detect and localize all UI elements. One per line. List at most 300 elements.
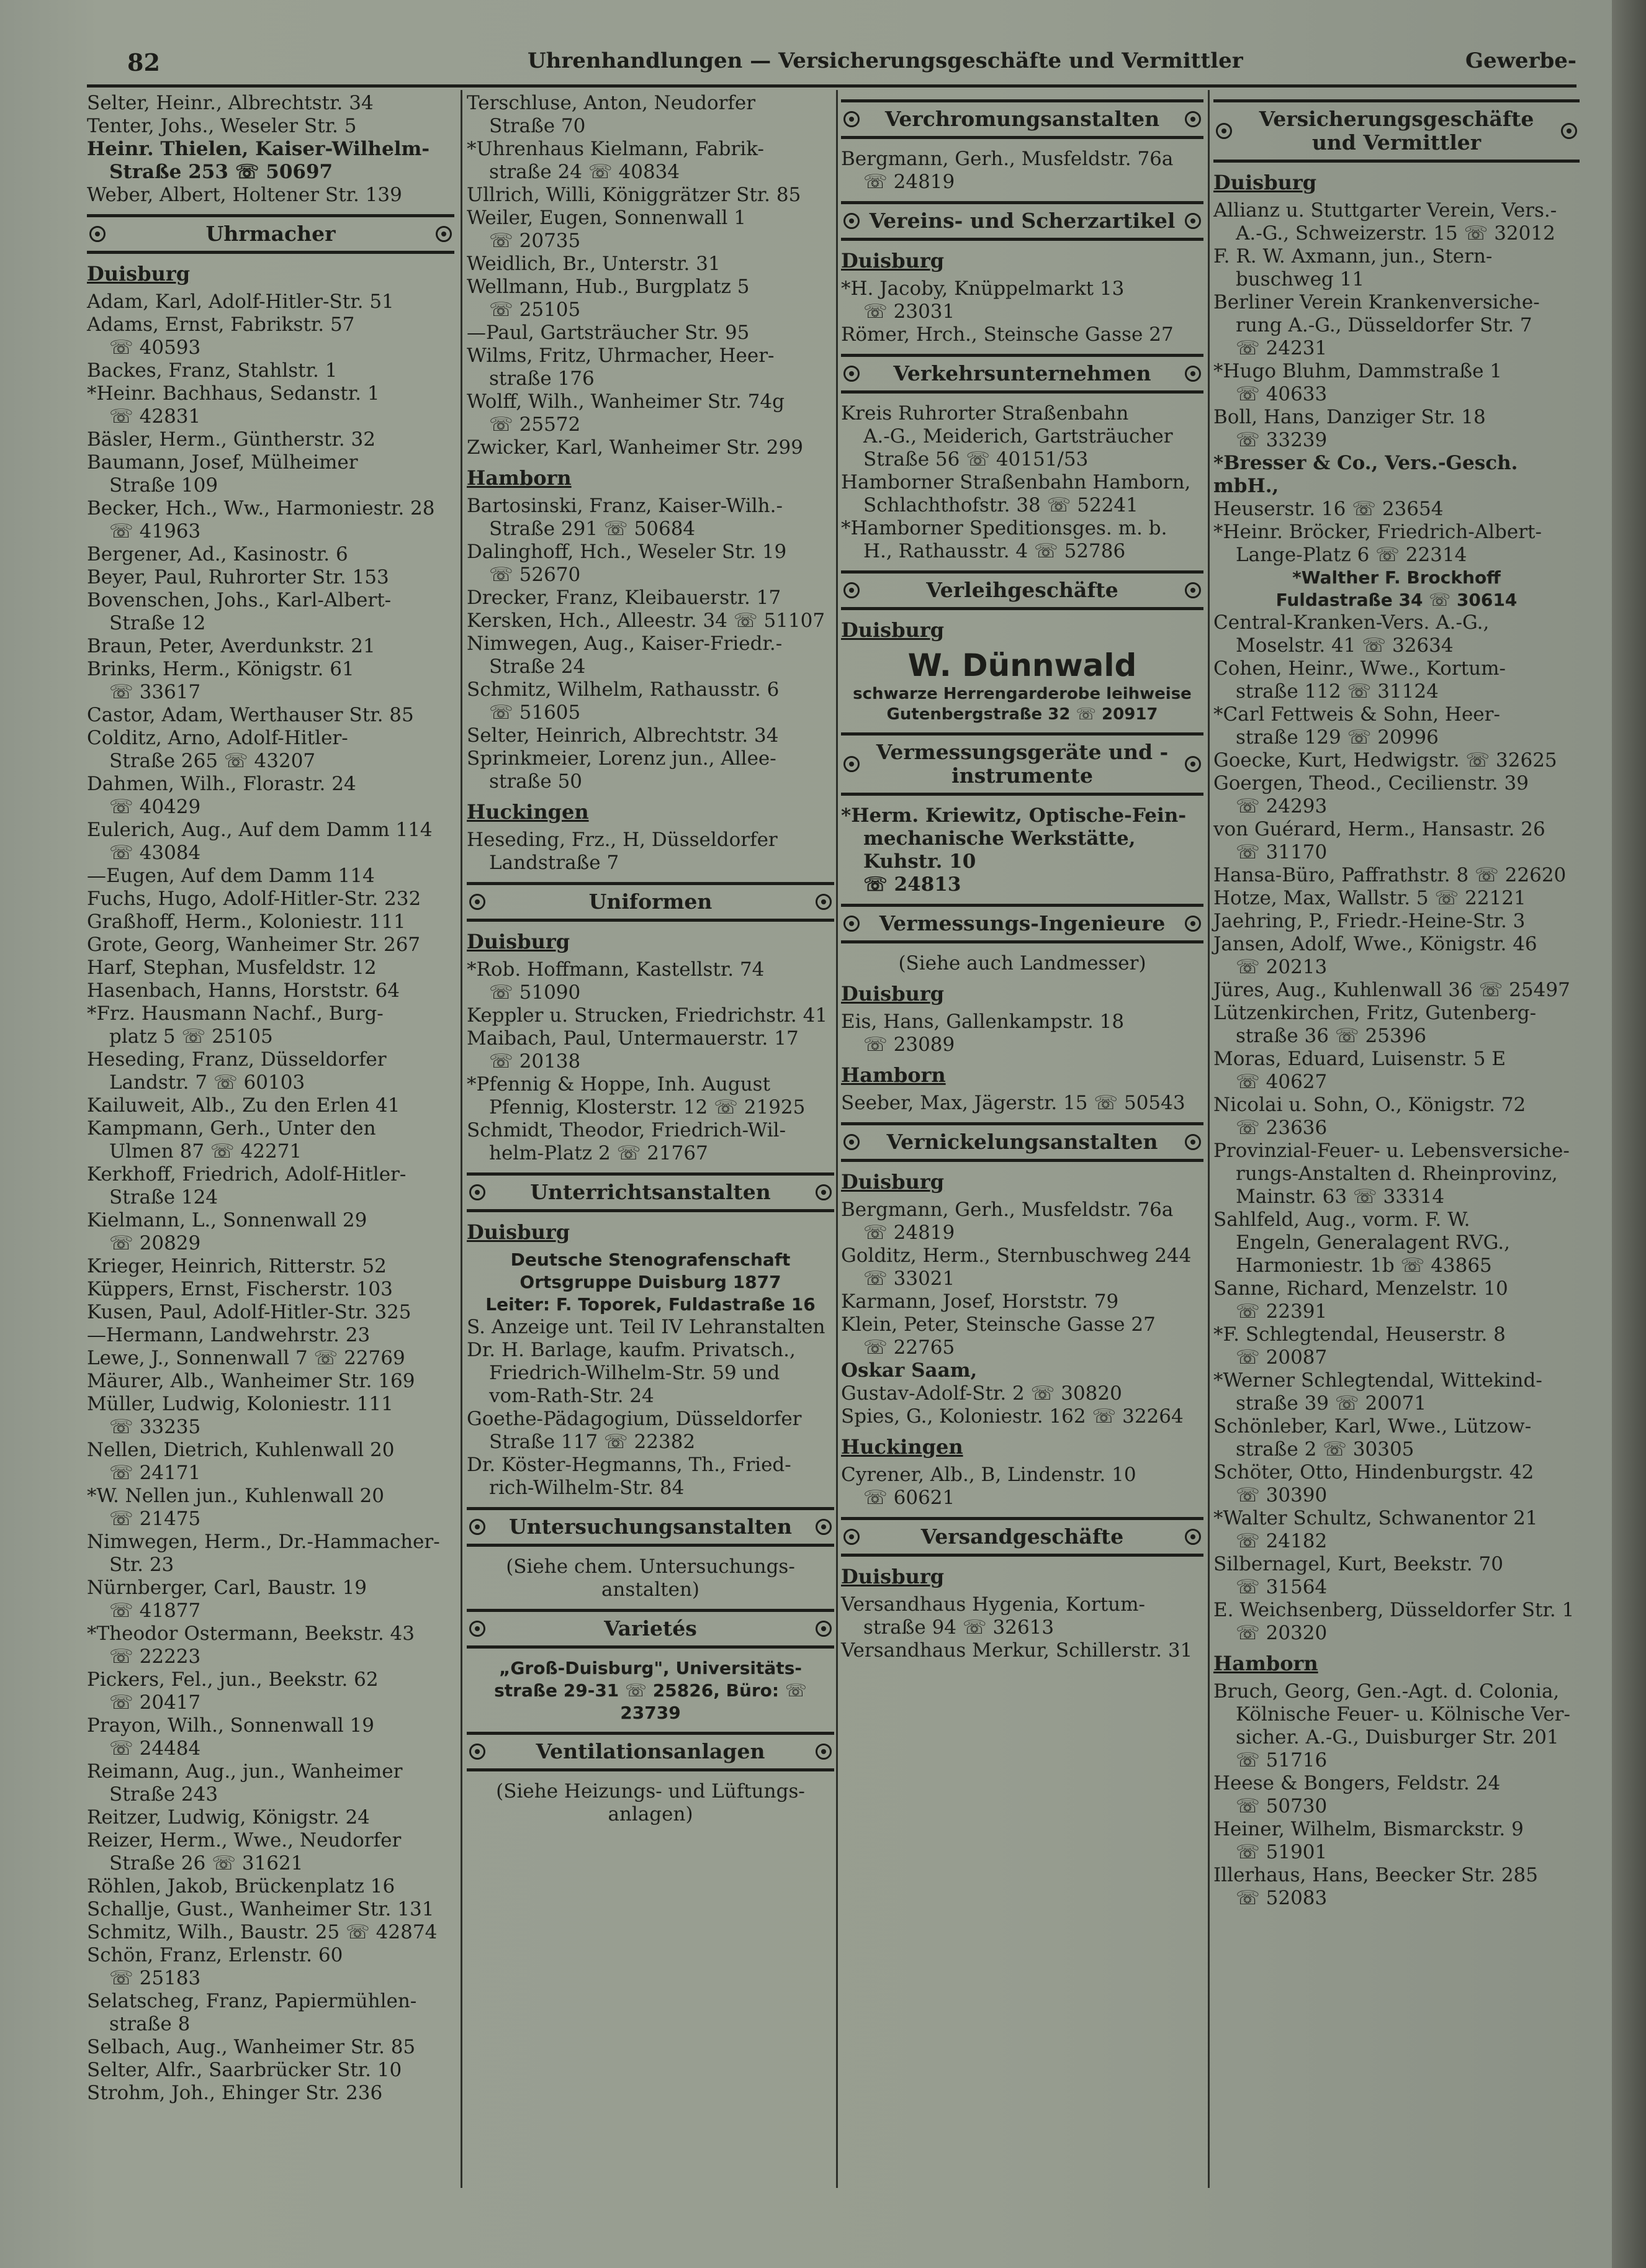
entry-line: Prayon, Wilh., Sonnenwall 19 bbox=[87, 1714, 374, 1737]
entry-line: Heese & Bongers, Feldstr. 24 bbox=[1213, 1772, 1501, 1794]
list-item bbox=[87, 1255, 454, 1278]
city-heading: Hamborn bbox=[1213, 1652, 1318, 1675]
entry-line: Becker, Hch., Ww., Harmoniestr. 28 bbox=[87, 497, 435, 520]
entry-line: straße 176 bbox=[489, 367, 595, 390]
entry-line: Selbach, Aug., Wanheimer Str. 85 bbox=[87, 2036, 416, 2058]
entry-line: *H. Jacoby, Knüppelmarkt 13 bbox=[841, 277, 1125, 300]
list-item bbox=[467, 1119, 834, 1165]
list-item bbox=[841, 952, 1203, 975]
entry-line: Engeln, Generalagent RVG., bbox=[1236, 1231, 1510, 1254]
entry-line: Jüres, Aug., Kuhlenwall 36 ☏ 25497 bbox=[1213, 979, 1570, 1001]
bullet-icon bbox=[816, 1621, 832, 1637]
section-label: Uniformen bbox=[588, 889, 713, 914]
bullet-icon bbox=[1185, 916, 1201, 932]
entry-line: Grote, Georg, Wanheimer Str. 267 bbox=[87, 934, 421, 956]
list-item bbox=[1213, 1415, 1580, 1461]
section-heading bbox=[841, 732, 1203, 796]
entry-line: *Werner Schlegtendal, Wittekind- bbox=[1213, 1369, 1542, 1392]
list-item bbox=[1213, 1553, 1580, 1599]
entry-line: Goergen, Theod., Cecilienstr. 39 bbox=[1213, 772, 1529, 794]
bullet-icon bbox=[1185, 756, 1201, 772]
list-item bbox=[841, 1639, 1203, 1662]
list-item bbox=[1213, 1461, 1580, 1507]
list-item bbox=[841, 471, 1203, 517]
list-item bbox=[467, 1073, 834, 1119]
entry-line: Eulerich, Aug., Auf dem Damm 114 bbox=[87, 819, 433, 841]
column-3 bbox=[841, 92, 1203, 1662]
entry-line: ☏ 40633 bbox=[1236, 383, 1328, 405]
entry-line: Bovenschen, Johs., Karl-Albert- bbox=[87, 589, 392, 611]
section-heading: Gewerbe- bbox=[1465, 48, 1576, 73]
list-item bbox=[1213, 1323, 1580, 1369]
list-item bbox=[87, 1117, 454, 1163]
list-item bbox=[1213, 933, 1580, 979]
city-heading: Hamborn bbox=[841, 1063, 946, 1087]
entry-line: Sahlfeld, Aug., vorm. F. W. bbox=[1213, 1208, 1470, 1231]
list-item bbox=[87, 2059, 454, 2082]
entry-line: Silbernagel, Kurt, Beekstr. 70 bbox=[1213, 1553, 1503, 1575]
section-heading bbox=[841, 1122, 1203, 1162]
entry-line: Wellmann, Hub., Burgplatz 5 bbox=[467, 276, 750, 298]
entry-line: ☏ 25105 bbox=[489, 299, 581, 321]
entry-line: Moras, Eduard, Luisenstr. 5 E bbox=[1213, 1048, 1506, 1070]
entry-line: Backes, Franz, Stahlstr. 1 bbox=[87, 359, 338, 382]
entry-line: ☏ 24819 bbox=[863, 1222, 955, 1244]
entry-line: Kerkhoff, Friedrich, Adolf-Hitler- bbox=[87, 1163, 407, 1186]
section-heading bbox=[1213, 99, 1580, 163]
entry-line: Brinks, Herm., Königstr. 61 bbox=[87, 658, 354, 680]
entry-line: Heiner, Wilhelm, Bismarckstr. 9 bbox=[1213, 1818, 1524, 1840]
list-item bbox=[1213, 245, 1580, 291]
section-label: Vernickelungsanstalten bbox=[886, 1130, 1158, 1154]
entry-line: ☏ 24293 bbox=[1236, 795, 1328, 817]
entry-line: straße 129 ☏ 20996 bbox=[1236, 726, 1439, 749]
entry-line: Schmitz, Wilhelm, Rathausstr. 6 bbox=[467, 678, 780, 701]
entry-line: ☏ 51716 bbox=[1236, 1749, 1328, 1771]
list-item bbox=[87, 1577, 454, 1622]
list-item bbox=[1213, 1208, 1580, 1277]
entry-line: Karmann, Josef, Horststr. 79 bbox=[841, 1290, 1119, 1313]
section-heading bbox=[841, 904, 1203, 943]
bullet-icon bbox=[1185, 366, 1201, 382]
entry-line: Cohen, Heinr., Wwe., Kortum- bbox=[1213, 657, 1506, 680]
entry-line: ☏ 43084 bbox=[109, 842, 201, 864]
list-item bbox=[841, 1405, 1203, 1428]
list-item bbox=[467, 138, 834, 184]
section-label: Uhrmacher bbox=[205, 222, 336, 246]
entry-line: *Walther F. Brockhoff bbox=[1292, 567, 1501, 588]
entry-line: Pfennig, Klosterstr. 12 ☏ 21925 bbox=[489, 1096, 806, 1118]
list-item bbox=[87, 819, 454, 865]
entry-line: ☏ 20087 bbox=[1236, 1346, 1328, 1369]
entry-line: Lange-Platz 6 ☏ 22314 bbox=[1236, 544, 1467, 566]
entry-line: Klein, Peter, Steinsche Gasse 27 bbox=[841, 1313, 1156, 1336]
entry-line: Colditz, Arno, Adolf-Hitler- bbox=[87, 727, 348, 749]
entry-line: Adams, Ernst, Fabrikstr. 57 bbox=[87, 313, 355, 336]
section-heading bbox=[841, 570, 1203, 610]
bullet-icon bbox=[816, 894, 832, 910]
bullet-icon bbox=[816, 1744, 832, 1760]
ad-line: Gutenbergstraße 32 ☏ 20917 bbox=[886, 705, 1158, 724]
entry-line: Schlachthofstr. 38 ☏ 52241 bbox=[863, 494, 1138, 516]
list-item bbox=[87, 138, 454, 184]
list-item bbox=[87, 1898, 454, 1921]
list-item bbox=[841, 1382, 1203, 1405]
list-item bbox=[841, 1010, 1203, 1056]
entry-line: ☏ 40429 bbox=[109, 796, 201, 818]
section-label: Ventilationsanlagen bbox=[536, 1739, 765, 1763]
list-item bbox=[1213, 1369, 1580, 1415]
entry-line: ☏ 22391 bbox=[1236, 1300, 1328, 1323]
entry-line: Boll, Hans, Danziger Str. 18 bbox=[1213, 406, 1486, 428]
entry-line: Kampmann, Gerh., Unter den bbox=[87, 1117, 376, 1140]
entry-line: Provinzial-Feuer- u. Lebensversiche- bbox=[1213, 1140, 1570, 1162]
bullet-icon bbox=[816, 1519, 832, 1535]
entry-line: ☏ 42831 bbox=[109, 405, 201, 428]
entry-line: Seeber, Max, Jägerstr. 15 ☏ 50543 bbox=[841, 1092, 1185, 1114]
column-1 bbox=[87, 92, 454, 2105]
list-item bbox=[87, 865, 454, 888]
entry-line: *Heinr. Bachhaus, Sedanstr. 1 bbox=[87, 382, 380, 405]
city-heading: Huckingen bbox=[467, 800, 589, 824]
bullet-icon bbox=[843, 1529, 860, 1545]
entry-line: Weidlich, Br., Unterstr. 31 bbox=[467, 253, 721, 275]
list-item bbox=[87, 1760, 454, 1806]
entry-line: Selatscheg, Franz, Papiermühlen- bbox=[87, 1990, 417, 2012]
list-item bbox=[841, 1244, 1203, 1290]
entry-line: ☏ 25183 bbox=[109, 1967, 201, 1989]
entry-line: straße 50 bbox=[489, 770, 583, 793]
entry-line: Graßhoff, Herm., Koloniestr. 111 bbox=[87, 911, 406, 933]
entry-line: ☏ 50730 bbox=[1236, 1795, 1328, 1817]
entry-line: S. Anzeige unt. Teil IV Lehranstalten bbox=[467, 1316, 825, 1338]
entry-line: ☏ 40593 bbox=[109, 336, 201, 359]
list-item bbox=[1213, 979, 1580, 1002]
entry-line: Hasenbach, Hanns, Horststr. 64 bbox=[87, 979, 400, 1002]
entry-line: Dr. Köster-Hegmanns, Th., Fried- bbox=[467, 1454, 791, 1476]
entry-line: Deutsche Stenografenschaft bbox=[510, 1249, 791, 1270]
section-label: Verkehrsunternehmen bbox=[893, 361, 1151, 385]
list-item bbox=[87, 1714, 454, 1760]
list-item bbox=[467, 632, 834, 678]
list-item bbox=[87, 704, 454, 727]
section-heading bbox=[467, 1507, 834, 1547]
list-item bbox=[1213, 1772, 1580, 1818]
entry-line: Bäsler, Herm., Güntherstr. 32 bbox=[87, 428, 376, 451]
entry-line: Schallje, Gust., Wanheimer Str. 131 bbox=[87, 1898, 434, 1920]
section-heading bbox=[841, 1517, 1203, 1557]
list-item bbox=[1213, 703, 1580, 749]
entry-line: Straße 56 ☏ 40151/53 bbox=[863, 448, 1089, 470]
bullet-icon bbox=[469, 1184, 485, 1200]
entry-line: Mäurer, Alb., Wanheimer Str. 169 bbox=[87, 1370, 415, 1392]
entry-line: *Heinr. Bröcker, Friedrich-Albert- bbox=[1213, 521, 1542, 543]
bullet-icon bbox=[1185, 111, 1201, 127]
list-item bbox=[87, 184, 454, 207]
entry-line: Straße 70 bbox=[489, 115, 586, 137]
entry-line: ☏ 24182 bbox=[1236, 1530, 1328, 1552]
bullet-icon bbox=[469, 1621, 485, 1637]
section-heading bbox=[467, 1172, 834, 1212]
entry-line: Berliner Verein Krankenversiche- bbox=[1213, 291, 1540, 313]
entry-line: Nimwegen, Aug., Kaiser-Friedr.- bbox=[467, 632, 783, 655]
entry-line: Lewe, J., Sonnenwall 7 ☏ 22769 bbox=[87, 1347, 405, 1369]
entry-line: Hansa-Büro, Paffrathstr. 8 ☏ 22620 bbox=[1213, 864, 1567, 886]
entry-line: Fuchs, Hugo, Adolf-Hitler-Str. 232 bbox=[87, 888, 421, 910]
entry-line: Landstr. 7 ☏ 60103 bbox=[109, 1071, 305, 1094]
entry-line: Gustav-Adolf-Str. 2 ☏ 30820 bbox=[841, 1382, 1122, 1405]
list-item bbox=[1213, 199, 1580, 245]
entry-line: Jansen, Adolf, Wwe., Königstr. 46 bbox=[1213, 933, 1537, 955]
section-label: Vermessungsgeräte und -instrumente bbox=[876, 740, 1169, 788]
list-item bbox=[467, 390, 834, 436]
entry-line: Schmidt, Theodor, Friedrich-Wil- bbox=[467, 1119, 786, 1141]
entry-line: Oskar Saam, bbox=[841, 1359, 978, 1382]
list-item bbox=[1213, 818, 1580, 864]
section-label: Unterrichtsanstalten bbox=[530, 1180, 771, 1204]
entry-line: *F. Schlegtendal, Heuserstr. 8 bbox=[1213, 1323, 1506, 1346]
list-item bbox=[1213, 452, 1580, 498]
entry-line: Dalinghoff, Hch., Weseler Str. 19 bbox=[467, 541, 787, 563]
city-heading: Duisburg bbox=[467, 930, 570, 953]
entry-line: *Theodor Ostermann, Beekstr. 43 bbox=[87, 1622, 415, 1645]
entry-line: mechanische Werkstätte, Kuhstr. 10 bbox=[863, 827, 1143, 873]
entry-line: *Pfennig & Hoppe, Inh. August bbox=[467, 1073, 771, 1096]
entry-line: ☏ 20829 bbox=[109, 1232, 201, 1254]
entry-line: anlagen) bbox=[608, 1803, 693, 1825]
entry-line: Goecke, Kurt, Hedwigstr. ☏ 32625 bbox=[1213, 749, 1557, 772]
entry-line: Schöter, Otto, Hindenburgstr. 42 bbox=[1213, 1461, 1534, 1483]
entry-line: Röhlen, Jakob, Brückenplatz 16 bbox=[87, 1875, 395, 1897]
entry-line: Bergmann, Gerh., Musfeldstr. 76a bbox=[841, 1199, 1174, 1221]
column-4 bbox=[1213, 92, 1580, 1910]
entry-line: Straße 291 ☏ 50684 bbox=[489, 518, 696, 540]
entry-line: buschweg 11 bbox=[1236, 268, 1365, 290]
entry-line: ☏ 23636 bbox=[1236, 1117, 1328, 1139]
section-label: Versicherungsgeschäfte und Vermittler bbox=[1259, 107, 1534, 155]
list-item bbox=[87, 497, 454, 543]
bullet-icon bbox=[89, 226, 106, 242]
list-item bbox=[87, 543, 454, 566]
city-heading: Duisburg bbox=[841, 982, 945, 1006]
entry-line: —Paul, Gartsträucher Str. 95 bbox=[467, 322, 750, 344]
bullet-icon bbox=[1185, 213, 1201, 229]
entry-line: Versandhaus Merkur, Schillerstr. 31 bbox=[841, 1639, 1193, 1662]
list-item bbox=[467, 1408, 834, 1454]
entry-line: (Siehe Heizungs- und Lüftungs- bbox=[496, 1780, 805, 1802]
entry-line: A.-G., Schweizerstr. 15 ☏ 32012 bbox=[1236, 222, 1555, 245]
entry-line: Harmoniestr. 1b ☏ 43865 bbox=[1236, 1254, 1492, 1277]
entry-line: Fuldastraße 34 ☏ 30614 bbox=[1275, 590, 1518, 610]
entry-line: Maibach, Paul, Untermauerstr. 17 bbox=[467, 1027, 799, 1050]
section-heading bbox=[841, 354, 1203, 394]
list-item bbox=[467, 610, 834, 632]
entry-line: (Siehe chem. Untersuchungs- bbox=[506, 1555, 795, 1578]
list-item bbox=[1213, 360, 1580, 406]
entry-line: Wolff, Wilh., Wanheimer Str. 74g bbox=[467, 390, 785, 413]
section-label: Vereins- und Scherzartikel bbox=[869, 209, 1176, 233]
list-item bbox=[87, 1990, 454, 2036]
list-item bbox=[87, 115, 454, 138]
entry-line: Drecker, Franz, Kleibauerstr. 17 bbox=[467, 587, 781, 609]
list-item bbox=[467, 1454, 834, 1500]
entry-line: Straße 26 ☏ 31621 bbox=[109, 1852, 304, 1874]
list-item bbox=[87, 1531, 454, 1577]
column-divider bbox=[1208, 90, 1210, 2188]
list-item bbox=[1213, 1864, 1580, 1910]
entry-line: Reimann, Aug., jun., Wanheimer bbox=[87, 1760, 403, 1783]
entry-line: ☏ 23031 bbox=[863, 300, 955, 323]
list-item bbox=[467, 1249, 834, 1316]
list-item bbox=[841, 277, 1203, 323]
entry-line: sicher. A.-G., Duisburger Str. 201 bbox=[1236, 1726, 1559, 1748]
entry-line: Heuserstr. 16 ☏ 23654 bbox=[1213, 498, 1444, 520]
list-item bbox=[87, 1439, 454, 1485]
column-divider bbox=[461, 90, 462, 2188]
entry-line: von Guérard, Herm., Hansastr. 26 bbox=[1213, 818, 1545, 840]
entry-line: ☏ 24484 bbox=[109, 1737, 201, 1760]
list-item bbox=[841, 323, 1203, 346]
entry-line: Kreis Ruhrorter Straßenbahn bbox=[841, 402, 1129, 425]
list-item bbox=[1213, 291, 1580, 360]
entry-line: Nimwegen, Herm., Dr.-Hammacher- bbox=[87, 1531, 440, 1553]
list-item bbox=[467, 958, 834, 1004]
entry-line: ☏ 20320 bbox=[1236, 1622, 1328, 1644]
list-item bbox=[1213, 1507, 1580, 1553]
entry-line: Moselstr. 41 ☏ 32634 bbox=[1236, 634, 1454, 657]
entry-line: *Bresser & Co., Vers.-Gesch. mbH., bbox=[1213, 452, 1525, 497]
bullet-icon bbox=[816, 1184, 832, 1200]
section-heading bbox=[841, 99, 1203, 139]
entry-line: Straße 124 bbox=[109, 1186, 218, 1208]
entry-line: Landstraße 7 bbox=[489, 852, 619, 874]
column-divider bbox=[836, 90, 838, 2188]
entry-line: Baumann, Josef, Mülheimer bbox=[87, 451, 358, 474]
list-item bbox=[87, 1944, 454, 1990]
list-item bbox=[1213, 498, 1580, 521]
entry-line: ☏ 20417 bbox=[109, 1691, 201, 1714]
entry-line: Adam, Karl, Adolf-Hitler-Str. 51 bbox=[87, 290, 394, 313]
entry-line: Versandhaus Hygenia, Kortum- bbox=[841, 1593, 1145, 1616]
bullet-icon bbox=[436, 226, 452, 242]
entry-line: Müller, Ludwig, Koloniestr. 111 bbox=[87, 1393, 394, 1415]
entry-line: ☏ 20138 bbox=[489, 1050, 581, 1073]
advertisement bbox=[841, 647, 1203, 725]
list-item bbox=[87, 1163, 454, 1209]
list-item bbox=[87, 956, 454, 979]
entry-line: Kielmann, L., Sonnenwall 29 bbox=[87, 1209, 367, 1231]
bullet-icon bbox=[843, 1134, 860, 1150]
list-item bbox=[467, 1339, 834, 1408]
entry-line: Braun, Peter, Averdunkstr. 21 bbox=[87, 635, 376, 657]
bullet-icon bbox=[1185, 1529, 1201, 1545]
entry-line: Reitzer, Ludwig, Königstr. 24 bbox=[87, 1806, 370, 1829]
list-item bbox=[1213, 657, 1580, 703]
entry-line: Cyrener, Alb., B, Lindenstr. 10 bbox=[841, 1464, 1136, 1486]
entry-line: Hamborner Straßenbahn Hamborn, bbox=[841, 471, 1191, 493]
entry-line: anstalten) bbox=[601, 1578, 700, 1601]
city-heading: Duisburg bbox=[841, 1170, 945, 1194]
list-item bbox=[1213, 611, 1580, 657]
entry-line: Zwicker, Karl, Wanheimer Str. 299 bbox=[467, 436, 803, 459]
entry-line: (Siehe auch Landmesser) bbox=[898, 952, 1146, 974]
entry-line: Sprinkmeier, Lorenz jun., Allee- bbox=[467, 747, 776, 770]
entry-line: Küppers, Ernst, Fischerstr. 103 bbox=[87, 1278, 393, 1300]
list-item bbox=[1213, 1818, 1580, 1864]
entry-line: Reizer, Herm., Wwe., Neudorfer bbox=[87, 1829, 402, 1852]
list-item bbox=[467, 1780, 834, 1826]
entry-line: Straße 117 ☏ 22382 bbox=[489, 1431, 696, 1453]
entry-line: ☏ 30390 bbox=[1236, 1484, 1328, 1506]
list-item bbox=[87, 1622, 454, 1668]
section-label: Verleihgeschäfte bbox=[926, 578, 1118, 602]
list-item bbox=[467, 587, 834, 610]
list-item bbox=[467, 724, 834, 747]
entry-line: ☏ 60621 bbox=[863, 1487, 955, 1509]
entry-line: ☏ 33235 bbox=[109, 1416, 201, 1438]
entry-line: ☏ 31170 bbox=[1236, 841, 1328, 863]
entry-line: *W. Nellen jun., Kuhlenwall 20 bbox=[87, 1485, 385, 1507]
entry-line: Wilms, Fritz, Uhrmacher, Heer- bbox=[467, 344, 775, 367]
entry-line: ☏ 25572 bbox=[489, 413, 581, 436]
entry-line: platz 5 ☏ 25105 bbox=[109, 1025, 273, 1048]
list-item bbox=[87, 888, 454, 911]
entry-line: ☏ 51605 bbox=[489, 701, 581, 724]
list-item bbox=[87, 979, 454, 1002]
list-item bbox=[467, 541, 834, 587]
city-heading: Duisburg bbox=[841, 618, 945, 642]
entry-line: ☏ 40627 bbox=[1236, 1071, 1328, 1093]
list-item bbox=[467, 92, 834, 138]
bullet-icon bbox=[843, 916, 860, 932]
entry-line: Schmitz, Wilh., Baustr. 25 ☏ 42874 bbox=[87, 1921, 438, 1943]
city-heading: Duisburg bbox=[841, 249, 945, 272]
entry-line: H., Rathausstr. 4 ☏ 52786 bbox=[863, 540, 1126, 562]
city-heading: Hamborn bbox=[467, 466, 572, 490]
city-heading: Duisburg bbox=[87, 262, 191, 286]
entry-line: Straße 109 bbox=[109, 474, 218, 497]
list-item bbox=[841, 1199, 1203, 1244]
city-heading: Duisburg bbox=[467, 1220, 570, 1244]
entry-line: ☏ 51090 bbox=[489, 981, 581, 1004]
entry-line: ☏ 52670 bbox=[489, 564, 581, 586]
entry-line: Nürnberger, Carl, Baustr. 19 bbox=[87, 1577, 367, 1599]
entry-line: Leiter: F. Toporek, Fuldastraße 16 bbox=[485, 1294, 816, 1315]
section-heading bbox=[467, 1609, 834, 1649]
section-heading bbox=[467, 1732, 834, 1771]
list-item bbox=[841, 804, 1203, 896]
bullet-icon bbox=[843, 366, 860, 382]
bullet-icon bbox=[843, 756, 860, 772]
entry-line: helm-Platz 2 ☏ 21767 bbox=[489, 1142, 708, 1164]
entry-line: Straße 253 ☏ 50697 bbox=[109, 161, 333, 183]
list-item bbox=[87, 428, 454, 451]
list-item bbox=[87, 566, 454, 589]
entry-line: Krieger, Heinrich, Ritterstr. 52 bbox=[87, 1255, 387, 1277]
list-item bbox=[87, 1875, 454, 1898]
entry-line: Ullrich, Willi, Königgrätzer Str. 85 bbox=[467, 184, 801, 206]
entry-line: Kailuweit, Alb., Zu den Erlen 41 bbox=[87, 1094, 400, 1117]
entry-line: F. R. W. Axmann, jun., Stern- bbox=[1213, 245, 1493, 268]
entry-line: *Uhrenhaus Kielmann, Fabrik- bbox=[467, 138, 764, 160]
list-item bbox=[467, 184, 834, 207]
entry-line: ☏ 23089 bbox=[863, 1033, 955, 1056]
entry-line: ☏ 52083 bbox=[1236, 1887, 1328, 1909]
bullet-icon bbox=[469, 1519, 485, 1535]
entry-line: straße 112 ☏ 31124 bbox=[1236, 680, 1439, 703]
entry-line: Illerhaus, Hans, Beecker Str. 285 bbox=[1213, 1864, 1538, 1886]
entry-line: Mainstr. 63 ☏ 33314 bbox=[1236, 1186, 1445, 1208]
